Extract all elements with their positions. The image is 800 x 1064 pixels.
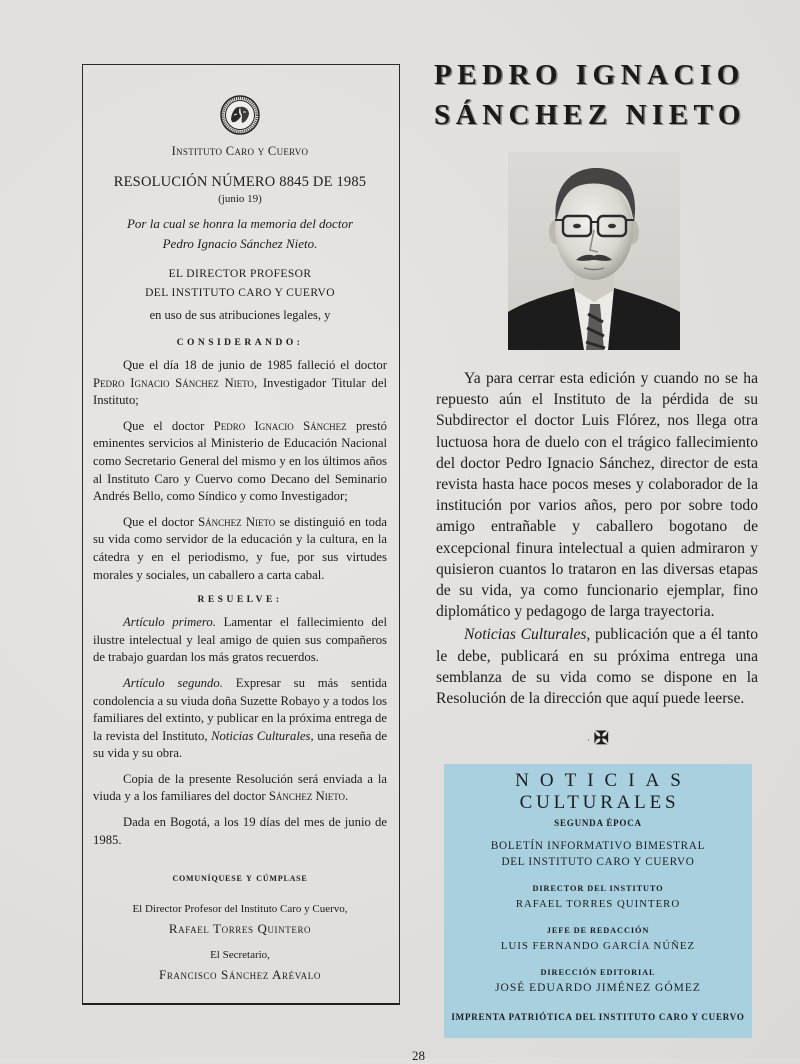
cross-ornament-icon: ✠	[593, 728, 609, 749]
institute-name: Instituto Caro y Cuervo	[171, 144, 309, 158]
masthead-box	[444, 764, 752, 1038]
portrait-illustration	[508, 152, 680, 350]
resolution-date: (junio 19)	[218, 193, 262, 205]
masthead-title-1: NOTICIAS	[515, 770, 692, 791]
article-title-line1: PEDRO IGNACIO	[434, 59, 745, 91]
masthead-director-label: DIRECTOR DEL INSTITUTO	[532, 884, 664, 893]
resolution-subtitle-line1: Por la cual se honra la memoria del doctor	[126, 216, 354, 231]
considerando-paragraph: Que el doctor Pedro Ignacio Sánchez prestó eminentes servicios al Ministerio de Educación Nacional como Secretario General del mismo y en los últimos años al Instituto Caro y Cuervo como Decano del Seminario Andrés Bello, como Síndico y como Investigador;	[93, 418, 387, 504]
articulo-primero: Artículo primero. Lamentar el fallecimiento del ilustre intelectual y leal amigo de quien sus compañeros de trabajo guardan los más gratos recuerdos.	[93, 615, 387, 665]
page-number: 28	[412, 1048, 425, 1063]
signatory1-role: El Director Profesor del Instituto Caro y Cuervo,	[132, 903, 348, 916]
resuelve-heading: RESUELVE:	[197, 595, 283, 606]
masthead-jefe-label: JEFE DE REDACCIÓN	[546, 926, 650, 935]
signatory2-role: El Secretario,	[210, 949, 270, 962]
masthead-editorial-label: DIRECCIÓN EDITORIAL	[540, 968, 656, 977]
masthead-bulletin-line1: BOLETÍN INFORMATIVO BIMESTRAL	[490, 840, 706, 852]
masthead-title-2: CULTURALES	[519, 792, 680, 813]
director-heading-line2: DEL INSTITUTO CARO Y CUERVO	[145, 287, 335, 299]
copia-paragraph: Copia de la presente Resolución será enviada a la viuda y a los familiares del doctor Sánchez Nieto.	[93, 771, 387, 804]
director-heading-line1: EL DIRECTOR PROFESOR	[168, 268, 312, 280]
institute-seal-icon	[220, 95, 260, 135]
signatory2-name: Francisco Sánchez Arévalo	[159, 967, 321, 983]
resolution-title: RESOLUCIÓN NÚMERO 8845 DE 1985	[113, 174, 367, 190]
ornament-dot: ·	[587, 735, 590, 745]
masthead-director-name: RAFAEL TORRES QUINTERO	[515, 898, 681, 910]
resolution-box	[82, 64, 400, 1005]
masthead-jefe-name: LUIS FERNANDO GARCÍA NÚÑEZ	[500, 940, 696, 952]
ornament-row	[434, 727, 758, 751]
signatory1-name: Rafael Torres Quintero	[168, 921, 312, 937]
dada-paragraph: Dada en Bogotá, a los 19 días del mes de junio de 1985.	[93, 815, 387, 847]
masthead-editorial-name: JOSÉ EDUARDO JIMÉNEZ GÓMEZ	[495, 982, 701, 994]
article-column	[434, 56, 758, 752]
comuniquese-heading: comuníquese y cúmplase	[172, 872, 308, 885]
article-paragraph-2: Noticias Culturales, publicación que a él tanto le debe, publicará en su próxima entrega una semblanza de su vida como se dispone en la Resolución de la dirección que aquí puede leerse.	[436, 626, 758, 708]
masthead-imprenta: IMPRENTA PATRIÓTICA DEL INSTITUTO CARO Y CUERVO	[451, 1012, 745, 1022]
uso-atribuciones: en uso de sus atribuciones legales, y	[149, 308, 331, 322]
considerando-paragraph: Que el día 18 de junio de 1985 falleció el doctor Pedro Ignacio Sánchez Nieto, Investigador Titular del Instituto;	[93, 358, 387, 408]
considerando-paragraph: Que el doctor Sánchez Nieto se distinguió en toda su vida como servidor de la educación y la cultura, en la cátedra y en el periodismo, y fue, por sus virtudes morales y sociales, un caballero a carta cabal.	[93, 514, 387, 582]
resolution-subtitle-line2: Pedro Ignacio Sánchez Nieto.	[162, 236, 318, 251]
masthead-bulletin-line2: DEL INSTITUTO CARO Y CUERVO	[501, 856, 695, 868]
considerando-heading: CONSIDERANDO:	[176, 338, 304, 348]
masthead-edition: SEGUNDA ÉPOCA	[554, 818, 642, 828]
article-title-line2: SÁNCHEZ NIETO	[434, 99, 746, 131]
portrait-photo	[508, 152, 680, 350]
articulo-segundo: Artículo segundo. Expresar su más sentida condolencia a su viuda doña Suzette Robayo y a todos los familiares del extinto, y publicar en la próxima entrega de la revista del Instituto, Noticias Culturales, una reseña de su vida y su obra.	[93, 675, 387, 761]
article-paragraph-1: Ya para cerrar esta edición y cuando no se ha repuesto aún el Instituto de la pérdida de su Subdirector el doctor Luis Flórez, nos llega otra luctuosa hora de duelo con el trágico fallecimiento del doctor Pedro Ignacio Sánchez, director de esta revista hasta hace pocos meses y colaborador de la institución por varios años, pero por sobre todo amigo entrañable y caballero bogotano de excepcional finura intelectual a quien admiraron y quisieron cuantos lo trataron en las diversas etapas de su vida, ya como funcionario ejemplar, fino diplomático y pedagogo de larga trayectoria.	[436, 370, 758, 621]
